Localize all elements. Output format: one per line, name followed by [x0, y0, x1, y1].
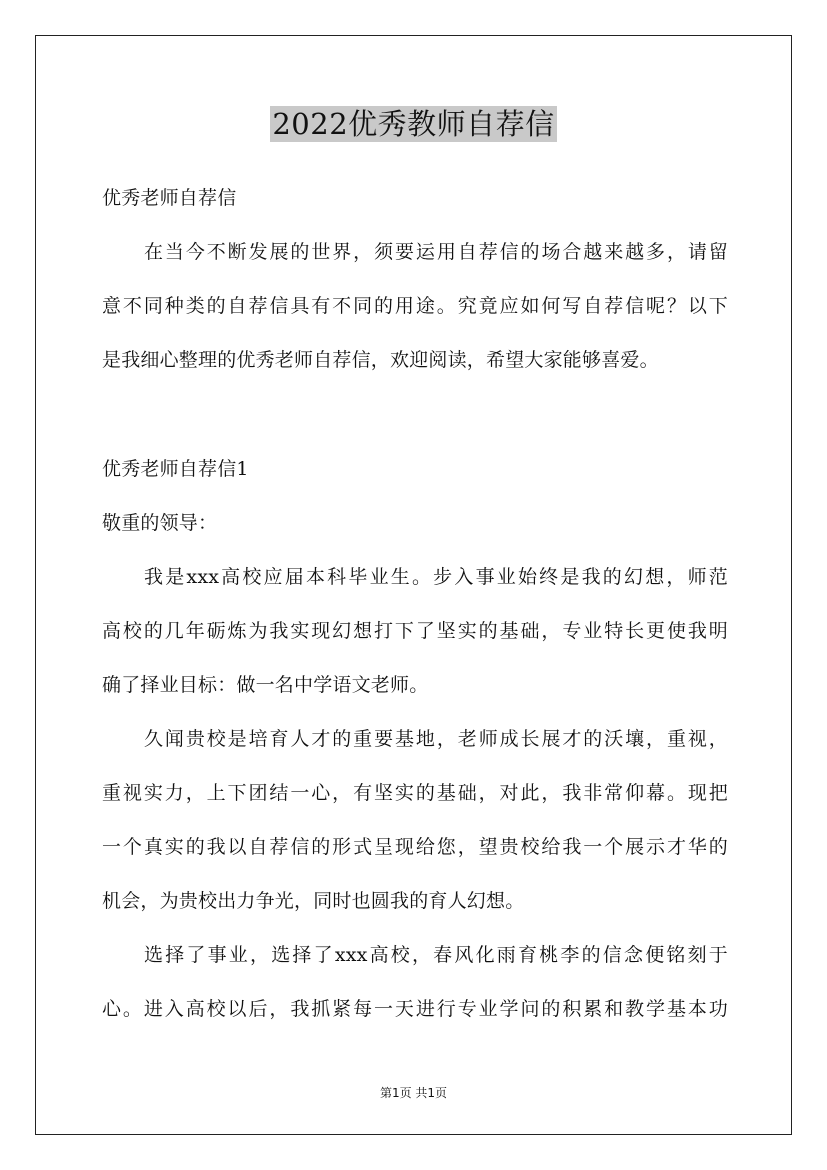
paragraph-line: 机会，为贵校出力争光，同时也圆我的育人幻想。: [102, 890, 525, 912]
page-footer: 第1页 共1页: [379, 1086, 448, 1100]
salutation: 敬重的领导：: [102, 512, 218, 534]
paragraph-line: 是我细心整理的优秀老师自荐信，欢迎阅读，希望大家能够喜爱。: [102, 349, 659, 371]
paragraph-line: 选择了事业，选择了xxx高校，春风化雨育桃李的信念便铭刻于: [144, 944, 728, 966]
paragraph-line: 心。进入高校以后，我抓紧每一天进行专业学问的积累和教学基本功: [102, 998, 728, 1020]
title-text: 2022优秀教师自荐信: [272, 107, 555, 141]
paragraph-line: 我是xxx高校应届本科毕业生。步入事业始终是我的幻想，师范: [144, 566, 728, 588]
paragraph-line: 一个真实的我以自荐信的形式呈现给您，望贵校给我一个展示才华的: [102, 836, 728, 858]
paragraph-line: 高校的几年砺炼为我实现幻想打下了坚实的基础，专业特长更使我明: [102, 620, 728, 642]
paragraph-line: 意不同种类的自荐信具有不同的用途。究竟应如何写自荐信呢？以下: [102, 295, 728, 317]
paragraph-line: 久闻贵校是培育人才的重要基地，老师成长展才的沃壤，重视，: [144, 728, 728, 750]
paragraph-line: 确了择业目标：做一名中学语文老师。: [102, 674, 429, 696]
subheading: 优秀老师自荐信1: [102, 458, 249, 480]
paragraph-line: 重视实力，上下团结一心，有坚实的基础，对此，我非常仰幕。现把: [102, 782, 728, 804]
section-heading: 优秀老师自荐信: [102, 187, 237, 209]
paragraph-line: 在当今不断发展的世界，须要运用自荐信的场合越来越多，请留: [144, 241, 728, 263]
document-title: [0, 102, 827, 143]
